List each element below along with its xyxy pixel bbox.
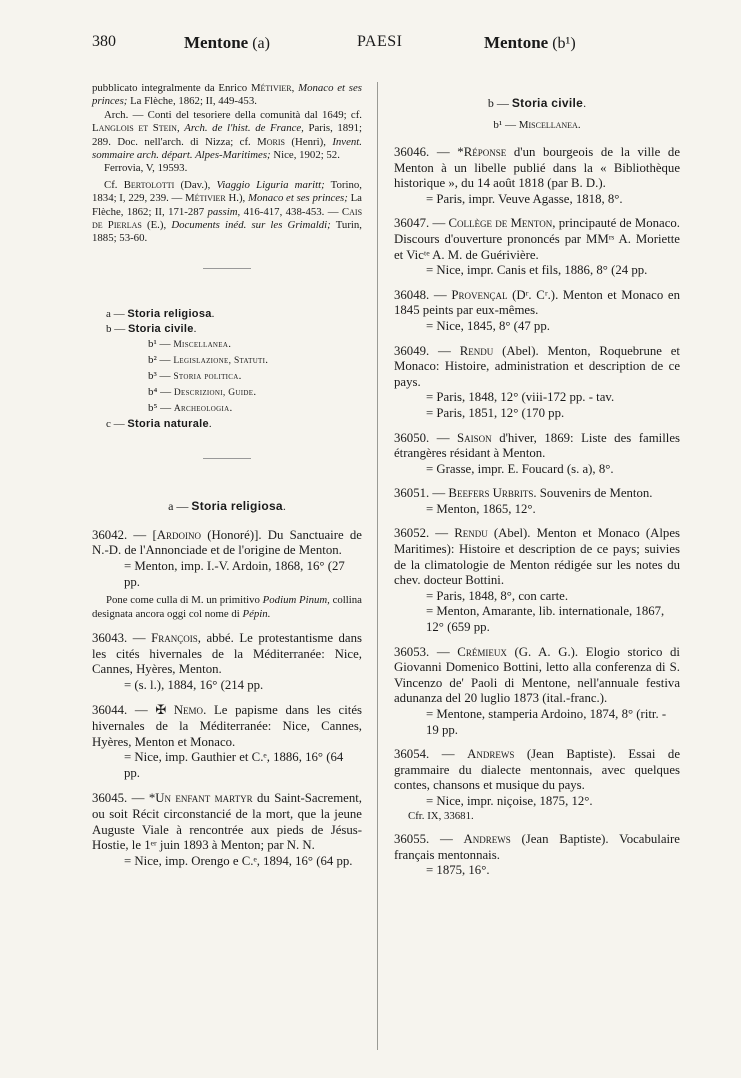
entry-author: Collège de Menton (448, 216, 553, 231)
entry-36048: 36048. — Provençal (Dʳ. Cʳ.). Menton et Monaco en 1845 peints par eux-mêmes. = Nice, 1845, 8° (47 pp. (394, 287, 680, 333)
entry-number: 36048. (394, 287, 430, 302)
running-head-center: PAESI (357, 33, 403, 50)
index-a: a — Storia religiosa. (106, 307, 215, 320)
entry-36043: 36043. — François, abbé. Le protestantisme dans les cités hivernales de la Méditerranée: Nice, Cannes, Hyères, Menton. = (s. l.), 1884, 16° (214 pp. (92, 631, 362, 692)
entry-note: Pone come culla di M. un primitivo Podium Pinum, collina designata ancora oggi col nome di Pépin. (92, 594, 362, 620)
entry-number: 36051. (394, 486, 430, 501)
entry-36053: 36053. — Crémieux (G. A. G.). Elogio storico di Giovanni Domenico Bottini, letto alla conferenza di S. Vincenzo de' Paoli di Mentone, nell'annuale festiva adunanza del 20 luglio 1873 (ital.-franc.). = Mentone, stamperia Ardoino, 1874, 8° (ritr. - 19 pp. (394, 644, 680, 737)
section-heading-b1: b¹ — Miscellanea. (493, 119, 581, 131)
section-rule (203, 268, 251, 269)
entry-author: Nemo (173, 703, 204, 718)
entry-36044: 36044. — ✠ Nemo. Le papisme dans les cités hivernales de la Méditerranée: Nice, Cannes, Hyères, Menton et Monaco. = Nice, imp. Gauthier et C.ᵉ, 1886, 16° (64 pp. (92, 703, 362, 780)
entry-36046: 36046. — *Réponse d'un bourgeois de la ville de Menton à un libelle publié dans la « Bibliothèque historique », du 14 août 1818 (par B. D.). = Paris, impr. Veuve Agasse, 1818, 8°. (394, 145, 681, 206)
entry-author: François (151, 631, 198, 646)
index-b4: b⁴ — Descrizioni, Guide. (148, 385, 257, 398)
entry-36052: 36052. — Rendu (Abel). Menton et Monaco (Alpes Maritimes): Histoire et description de ce pays; suivies de la climatologie de Menton rédigée sur les notes du chev. docteur Bottini. = Paris, 1848, 8°, con carte. = Menton, Amarante, lib. internationale, 1867, 12° (659 pp. (394, 526, 680, 635)
entry-imprint: = (s. l.), 1884, 16° (214 pp. (124, 677, 264, 692)
index-b2: b² — Legislazione, Statuti. (148, 353, 269, 366)
running-head-left-sub: (a) (252, 35, 270, 52)
running-head-right-title: Mentone (484, 33, 549, 52)
entry-36047: 36047. — Collège de Menton, principauté de Monaco. Discours d'ouverture prononcés par MMʳˢ A. Moriette et Vicᵗᵉ A. M. de Guérivière. = Nice, impr. Canis et fils, 1886, 8° (24 pp. (394, 216, 680, 278)
note-paragraph-references: Cf. Bertolotti (Dav.), Viaggio Liguria maritt; Torino, 1834; I, 229, 239. — Métivier H.), Monaco et ses princes; La Flèche, 1862; II, 171-287 passim, 416-417, 438-453. — Cais de Pierlas (E.), Documents inéd. sur les Grimaldi; Turin, 1885; 53-60. (92, 178, 363, 245)
section-index (92, 307, 362, 432)
running-head-right-sub: (b¹) (552, 35, 576, 52)
entry-imprint: = Nice, imp. Gauthier et C.ᵉ, 1886, 16° (64 pp. (124, 750, 344, 780)
index-b1: b¹ — Miscellanea. (148, 337, 231, 350)
entry-imprint: = Nice, imp. Orengo e C.ᵉ, 1894, 16° (64 pp. (124, 853, 353, 868)
section-heading-b: b — Storia civile. (487, 96, 587, 110)
entry-imprint: = Paris, 1848, 12° (viii-172 pp. - tav. (426, 390, 615, 405)
entry-author: Andrews (463, 831, 511, 846)
column-divider (377, 82, 378, 1050)
entry-author: Réponse (463, 145, 507, 159)
entry-imprint: = Paris, impr. Veuve Agasse, 1818, 8°. (426, 191, 623, 206)
entry-number: 36044. (92, 703, 128, 718)
entry-author: Saison (457, 430, 492, 445)
entry-author: Ardoino (156, 527, 201, 542)
entry-imprint: = Paris, 1851, 12° (170 pp. (426, 405, 565, 420)
entry-number: 36047. (394, 216, 430, 231)
index-b5: b⁵ — Archeologia. (148, 401, 233, 414)
entry-36049: 36049. — Rendu (Abel). Menton, Roquebrune et Monaco: Histoire, administration et description de ce pays. = Paris, 1848, 12° (viii-172 pp. - tav. = Paris, 1851, 12° (170 pp. (394, 343, 680, 420)
note-paragraph-archives: Arch. — Conti del tesoriere della comunità dal 1649; cf. Langlois et Stein, Arch. de l'hist. de France, Paris, 1891; 289. Doc. nell'arch. di Nizza; cf. Moris (Henri), Invent. sommaire arch. départ. Alpes-Maritimes; Nice, 1902; 52. (92, 108, 362, 162)
left-column (92, 82, 362, 869)
right-column (394, 96, 680, 879)
index-c: c — Storia naturale. (106, 417, 212, 430)
entry-number: 36043. (92, 631, 128, 646)
entry-number: 36054. (394, 747, 430, 762)
entry-author: Rendu (454, 526, 488, 541)
entry-36055: 36055. — Andrews (Jean Baptiste). Vocabulaire français mentonnais. = 1875, 16°. (394, 831, 680, 878)
entry-imprint: = Paris, 1848, 8°, con carte. (426, 588, 569, 603)
entry-author: Un enfant martyr (155, 791, 253, 806)
entry-number: 36053. (394, 644, 430, 659)
entry-number: 36046. (394, 145, 430, 159)
entry-number: 36045. (92, 791, 128, 806)
section-rule (203, 458, 251, 459)
entry-imprint: = 1875, 16°. (426, 863, 490, 878)
entry-author: Provençal (451, 287, 508, 302)
entry-number: 36055. (394, 831, 430, 846)
entry-author: Beefers Urbrits (448, 486, 534, 501)
entry-imprint: = Nice, impr. niçoise, 1875, 12°. (426, 793, 593, 808)
entry-author: Andrews (467, 747, 515, 762)
page-number: 380 (92, 33, 116, 50)
entry-imprint: = Menton, 1865, 12°. (426, 501, 536, 516)
note-paragraph-railway: Ferrovia, V, 19593. (104, 162, 188, 175)
note-paragraph-1: pubblicato integralmente da Enrico Métivier, Monaco et ses princes; La Flèche, 1862; II, 449-453. (92, 82, 362, 108)
entry-imprint: = Menton, Amarante, lib. internationale, 1867, 12° (659 pp. (426, 604, 665, 635)
entry-number: 36042. (92, 527, 128, 542)
entry-author: Crémieux (457, 644, 507, 659)
entry-imprint: = Menton, imp. I.-V. Ardoin, 1868, 16° (27 pp. (124, 559, 345, 589)
running-head-left (184, 33, 270, 53)
entry-36051: 36051. — Beefers Urbrits. Souvenirs de Menton. = Menton, 1865, 12°. (394, 486, 680, 517)
entry-number: 36052. (394, 526, 430, 541)
running-head-left-title: Mentone (184, 33, 249, 52)
running-head-right (484, 33, 576, 53)
entry-number: 36049. (394, 343, 430, 358)
index-b3: b³ — Storia politica. (148, 369, 242, 382)
section-heading-a: a — Storia religiosa. (168, 498, 286, 513)
entry-imprint: = Nice, 1845, 8° (47 pp. (426, 318, 550, 333)
entry-number: 36050. (394, 430, 430, 445)
entry-imprint: = Nice, impr. Canis et fils, 1886, 8° (24 pp. (426, 263, 648, 278)
entry-imprint: = Grasse, impr. E. Foucard (s. a), 8°. (426, 461, 614, 476)
entry-36042: 36042. — [Ardoino (Honoré)]. Du Sanctuaire de N.-D. de l'Annonciade et de l'origine de Menton. = Menton, imp. I.-V. Ardoin, 1868, 16° (27 pp. Pone come culla di M. un primitivo Podium Pinum, collina designata ancora oggi col nome di Pépin. (92, 527, 362, 620)
entry-crossref: Cfr. IX, 33681. (408, 809, 474, 822)
entry-imprint: = Mentone, stamperia Ardoino, 1874, 8° (ritr. - 19 pp. (426, 707, 667, 737)
entry-36050: 36050. — Saison d'hiver, 1869: Liste des familles étrangères résidant à Menton. = Grasse, impr. E. Foucard (s. a), 8°. (394, 430, 680, 476)
entry-36054: 36054. — Andrews (Jean Baptiste). Essai de grammaire du dialecte mentonnais, avec quelques contes, chansons et musique du pays. = Nice, impr. niçoise, 1875, 12°. Cfr. IX, 33681. (394, 747, 680, 822)
entry-author: Rendu (459, 343, 494, 358)
index-b: b — Storia civile. (106, 322, 197, 335)
entry-36045: 36045. — *Un enfant martyr du Saint-Sacrement, ou soit Récit circonstancié de la mort, que la jeune Auguste Viale à rencontrée aux pieds de Jésus-Hostie, le 1ᵉʳ juin 1893 à Menton; par N. N. = Nice, imp. Orengo e C.ᵉ, 1894, 16° (64 pp. (92, 791, 363, 868)
